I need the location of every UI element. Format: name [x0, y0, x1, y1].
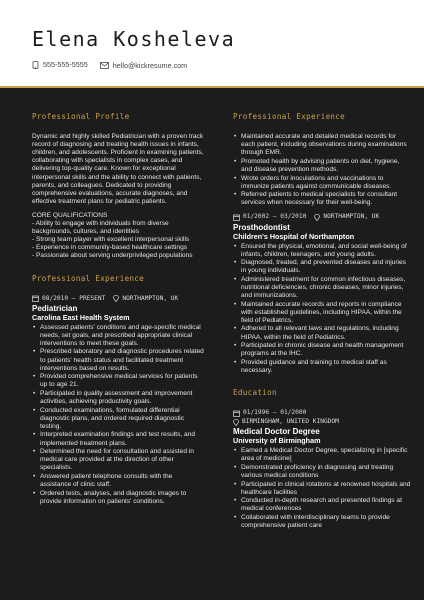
job-role: Pediatrician — [32, 303, 78, 313]
contact-info — [32, 60, 197, 71]
list-item: • Wrote orders for inoculations and vaccinations to immunize patients against communicable diseases. — [241, 175, 411, 191]
education-heading: Education — [233, 388, 277, 398]
list-item: • Determined the need for consultation and assisted in medical care provided at the direction of other specialists. — [40, 448, 204, 472]
calendar-icon — [233, 214, 240, 221]
right-column — [233, 96, 411, 531]
education-degree: Medical Doctor Degree — [233, 427, 320, 437]
education-meta — [233, 409, 411, 417]
mail-icon — [100, 62, 109, 69]
profile-heading: Professional Profile — [32, 112, 130, 121]
list-item: • Interpreted examination findings and test results, and implemented treatment plans. — [40, 431, 204, 447]
list-item: • Conducted in-depth research and presented findings at medical conferences — [241, 497, 411, 513]
qualification-item: - Ability to engage with individuals from diverse backgrounds, cultures, and identities — [32, 220, 169, 236]
list-item: • Demonstrated proficiency in diagnosing and treating various medical conditions — [241, 464, 411, 480]
list-item: • Provided comprehensive medical services for patients up to age 21. — [40, 373, 204, 389]
job-organization: Carolina East Health System — [32, 312, 130, 322]
continued-bullets — [233, 133, 411, 207]
list-item: • Earned a Medical Doctor Degree, specializing in [specific area of medicine] — [241, 447, 411, 463]
list-item: • Answered patient telephone consults with the assistance of clinic staff. — [40, 473, 204, 489]
job-meta — [233, 213, 411, 221]
experience-heading-continued: Professional Experience — [233, 112, 346, 121]
email-text: hello@kickresume.com — [112, 60, 188, 70]
resume-header — [0, 0, 424, 88]
list-item: • Diagnosed, treated, and prevented diseases and injuries in young individuals. — [241, 259, 411, 275]
list-item: • Promoted health by advising patients on diet, hygiene, and disease prevention methods. — [241, 158, 411, 174]
list-item: • Maintained accurate and detailed medical records for each patient, including observations during examinations through EMR. — [241, 133, 411, 157]
phone-icon — [32, 61, 39, 69]
candidate-name: Elena Kosheleva — [32, 27, 236, 51]
job-role: Prosthodontist — [233, 222, 290, 232]
list-item: • Prescribed laboratory and diagnostic procedures related to patients' health status and facilitated treatment interventions based on results. — [40, 348, 204, 372]
job-location: NORTHAMPTON, UK — [323, 213, 380, 221]
job-bullets — [233, 243, 411, 376]
list-item: • Conducted examinations, formulated differential diagnostic plans, and ordered required diagnostic testing. — [40, 407, 204, 431]
education-bullets — [233, 447, 411, 530]
education-dates: 01/1996 – 01/2000 — [243, 409, 307, 417]
education-location: BIRMINGHAM, UNITED KINGDOM — [242, 418, 339, 426]
calendar-icon — [233, 410, 240, 417]
education-location-row — [233, 418, 411, 426]
job-dates: 01/2002 – 03/2010 — [243, 213, 307, 221]
location-pin-icon — [233, 419, 239, 426]
calendar-icon — [32, 295, 39, 302]
list-item: • Provided guidance and training to medical staff as necessary. — [241, 359, 411, 375]
list-item: • Ordered tests, analyses, and diagnostic images to provide information on patients' conditions. — [40, 490, 204, 506]
list-item: • Participated in clinical rotations at renowned hospitals and healthcare facilities — [241, 481, 411, 497]
qualifications-heading: CORE QUALIFICATIONS — [32, 211, 108, 219]
location-pin-icon — [113, 295, 119, 302]
qualification-item: - Passionate about serving underprivileged populations — [32, 252, 193, 260]
list-item: • Ensured the physical, emotional, and social well-being of infants, children, teenagers, and young adults. — [241, 243, 411, 259]
list-item: • Maintained accurate records and reports in compliance with established guidelines, including HIPAA, within the field of Pediatrics. — [241, 301, 411, 325]
job-meta — [32, 295, 204, 303]
profile-summary: Dynamic and highly skilled Pediatrician with a proven track record of diagnosing and treating health issues in infants, children, and adolescents. Proficient in examining patients, collaborating with specialists in complex cases, and delivering top-quality care. Known for exceptional interpersonal skills and the ability to connect with patients, parents, and colleagues. Dedicated to providing comprehensive evaluations, accurate diagnoses, and effective treatment plans for pediatric patients. — [32, 133, 204, 205]
list-item: • Referred patients to medical specialists for consultant services when necessary for their well-being. — [241, 191, 411, 207]
job-location: NORTHAMPTON, UK — [122, 294, 179, 302]
qualifications-list — [32, 220, 204, 260]
list-item: • Assessed patients' conditions and age-specific medical needs, set goals, and prescribed appropriate clinical interventions to meet these goals. — [40, 324, 204, 348]
qualification-item: - Experience in community-based healthcare settings — [32, 244, 188, 252]
job-dates: 08/2010 – PRESENT — [42, 294, 106, 302]
qualification-item: - Strong team player with excellent interpersonal skills — [32, 236, 190, 244]
education-school: University of Birmingham — [233, 436, 321, 446]
list-item: • Collaborated with interdisciplinary teams to provide comprehensive patient care — [241, 514, 411, 530]
experience-heading: Professional Experience — [32, 273, 145, 283]
location-pin-icon — [314, 214, 320, 221]
phone-contact[interactable] — [32, 60, 88, 69]
job-organization: Children's Hospital of Northampton — [233, 231, 355, 241]
job-bullets — [32, 324, 204, 506]
left-column — [32, 96, 204, 506]
phone-text: 555-555-5555 — [43, 60, 88, 69]
list-item: • Participated in quality assessment and improvement activities, achieving productivity goals. — [40, 390, 204, 406]
list-item: • Adhered to all relevant laws and regulations, including HIPAA, within the field of Pediatrics. — [241, 325, 411, 341]
list-item: • Participated in chronic disease and health management programs at the IHC. — [241, 342, 411, 358]
list-item: • Administered treatment for common infectious diseases, nutritional deficiencies, chronic diseases, minor injuries, and immunizations. — [241, 276, 411, 300]
email-contact[interactable] — [100, 61, 187, 70]
header-divider — [0, 86, 424, 88]
